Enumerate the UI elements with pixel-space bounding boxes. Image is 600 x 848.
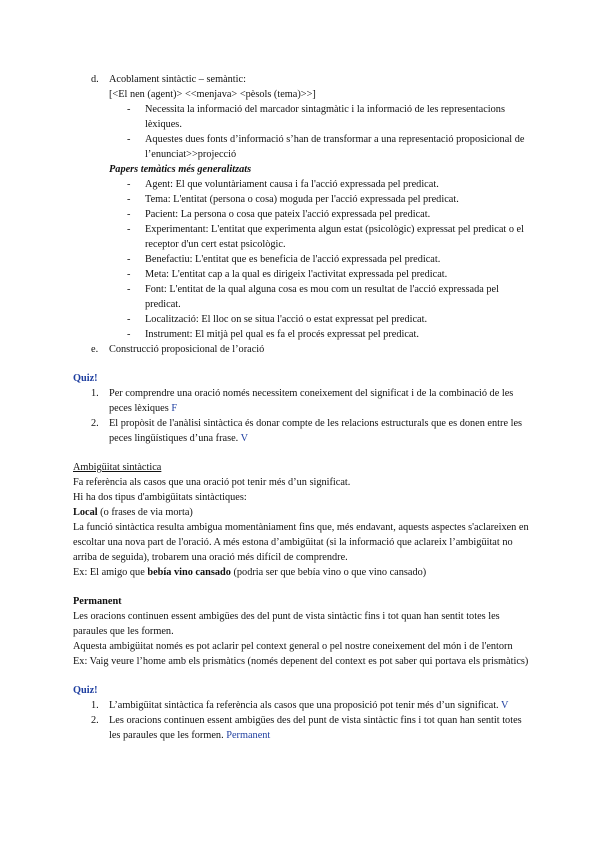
example-prefix: Ex: El amigo que [73, 567, 148, 578]
dash-bullet: - [127, 254, 131, 265]
paragraph: Fa referència als casos que una oració pot tenir més d’un significat. [73, 477, 351, 488]
example-line [73, 565, 533, 580]
example-bold: bebía vino cansado [147, 567, 231, 578]
dash-bullet: - [127, 314, 131, 325]
document-content [73, 72, 533, 743]
ambiguity-heading: Ambigüitat sintàctica [73, 462, 162, 473]
list-item-d [73, 72, 533, 87]
quiz-item [73, 698, 533, 713]
dash-bullet: - [127, 194, 131, 205]
section-d-title: Acoblament sintàctic – semàntic: [109, 74, 246, 85]
role-text: Tema: L'entitat (persona o cosa) moguda per l'acció expressada pel predicat. [145, 194, 459, 205]
dash-bullet: - [127, 269, 131, 280]
quiz-question: L’ambigüitat sintàctica fa referència als casos que una proposició pot tenir més d’un significat. [109, 700, 499, 711]
local-heading [73, 505, 533, 520]
list-item [73, 192, 533, 207]
dash-bullet: - [127, 224, 131, 235]
quiz-question: Les oracions continuen essent ambigües des del punt de vista sintàctic fins i tot quan han sentit totes les paraules que les formen. [109, 715, 522, 741]
quiz-number: 2. [91, 418, 99, 429]
quiz-answer: F [171, 403, 178, 414]
list-item [73, 132, 533, 162]
list-item [73, 222, 533, 252]
quiz-answer: V [501, 700, 509, 711]
role-text: Font: L'entitat de la qual alguna cosa es mou com un resultat de l'acció expressada pel predicat. [145, 284, 499, 310]
quiz-number: 1. [91, 700, 99, 711]
dash-bullet: - [127, 209, 131, 220]
paragraph: Aquesta ambigüitat només es pot aclarir pel context general o pel nostre coneixement del món i de l'entorn [73, 641, 513, 652]
section-e-title: Construcció proposicional de l’oració [109, 344, 265, 355]
role-text: Instrument: El mitjà pel qual es fa el procés expressat pel predicat. [145, 329, 419, 340]
quiz-answer: Permanent [226, 730, 271, 741]
dash-bullet: - [127, 179, 131, 190]
syntax-example: [<El nen (agent)> <<menjava> <pèsols (tema)>>] [109, 89, 316, 100]
roles-heading: Papers temàtics més generalitzats [109, 164, 252, 175]
role-text: Meta: L'entitat cap a la qual es dirigeix l'activitat expressada pel predicat. [145, 269, 448, 280]
role-text: Benefactiu: L'entitat que es beneficia de l'acció expressada pel predicat. [145, 254, 441, 265]
paragraph: Hi ha dos tipus d'ambigüitats sintàctiques: [73, 492, 247, 503]
quiz-number: 2. [91, 715, 99, 726]
point-text: Necessita la informació del marcador sintagmàtic i la informació de les representacions lèxiques. [145, 104, 505, 130]
quiz-question: El propòsit de l'anàlisi sintàctica és donar compte de les relacions estructurals que es donen entre les peces lingüístiques d’una frase. [109, 418, 523, 444]
paragraph: Les oracions continuen essent ambigües des del punt de vista sintàctic fins i tot quan han sentit totes les paraules que les formen. [73, 611, 500, 637]
quiz-item [73, 386, 533, 416]
list-item [73, 252, 533, 267]
quiz-item [73, 713, 533, 743]
list-item [73, 102, 533, 132]
role-text: Pacient: La persona o cosa que pateix l'acció expressada pel predicat. [145, 209, 431, 220]
dash-bullet: - [127, 329, 131, 340]
quiz-title: Quiz! [73, 685, 98, 696]
list-item [73, 267, 533, 282]
list-marker-d: d. [91, 74, 99, 85]
quiz-answer: V [240, 433, 249, 444]
role-text: Experimentant: L'entitat que experimenta algun estat (psicològic) expressat pel predicat o el receptor d'un cert estat psicològic. [145, 224, 524, 250]
list-item [73, 327, 533, 342]
local-label: Local [73, 507, 98, 518]
list-item-e [73, 342, 533, 357]
list-item [73, 177, 533, 192]
role-text: Agent: El que voluntàriament causa i fa l'acció expressada pel predicat. [145, 179, 439, 190]
dash-bullet: - [127, 134, 131, 145]
permanent-heading: Permanent [73, 596, 122, 607]
local-note: (o frases de via morta) [97, 507, 193, 518]
dash-bullet: - [127, 284, 131, 295]
point-text: Aquestes dues fonts d’informació s’han de transformar a una representació proposicional de l’enunciat>>projecció [145, 134, 525, 160]
list-item [73, 312, 533, 327]
list-marker-e: e. [91, 344, 99, 355]
quiz-number: 1. [91, 388, 99, 399]
list-item [73, 207, 533, 222]
quiz-item [73, 416, 533, 446]
list-item [73, 282, 533, 312]
quiz-question: Per comprendre una oració només necessitem coneixement del significat i de la combinació de les peces lèxiques [109, 388, 514, 414]
example-suffix: (podria ser que bebía vino o que vino cansado) [230, 567, 427, 578]
dash-bullet: - [127, 104, 131, 115]
role-text: Localització: El lloc on se situa l'acció o estat expressat pel predicat. [145, 314, 428, 325]
quiz-title: Quiz! [73, 373, 98, 384]
paragraph: Ex: Vaig veure l’home amb els prismàtics (només depenent del context es pot saber qui portava els prismàtics) [73, 656, 529, 667]
paragraph: La funció sintàctica resulta ambigua momentàniament fins que, més endavant, aquests aspectes s'aclareixen en escoltar una nova part de l'oració. A més estona d’ambigüitat (si la informació que aclareix l’ambigüitat no arriba de seguida), trobarem una oració més difícil de comprendre. [73, 522, 529, 563]
